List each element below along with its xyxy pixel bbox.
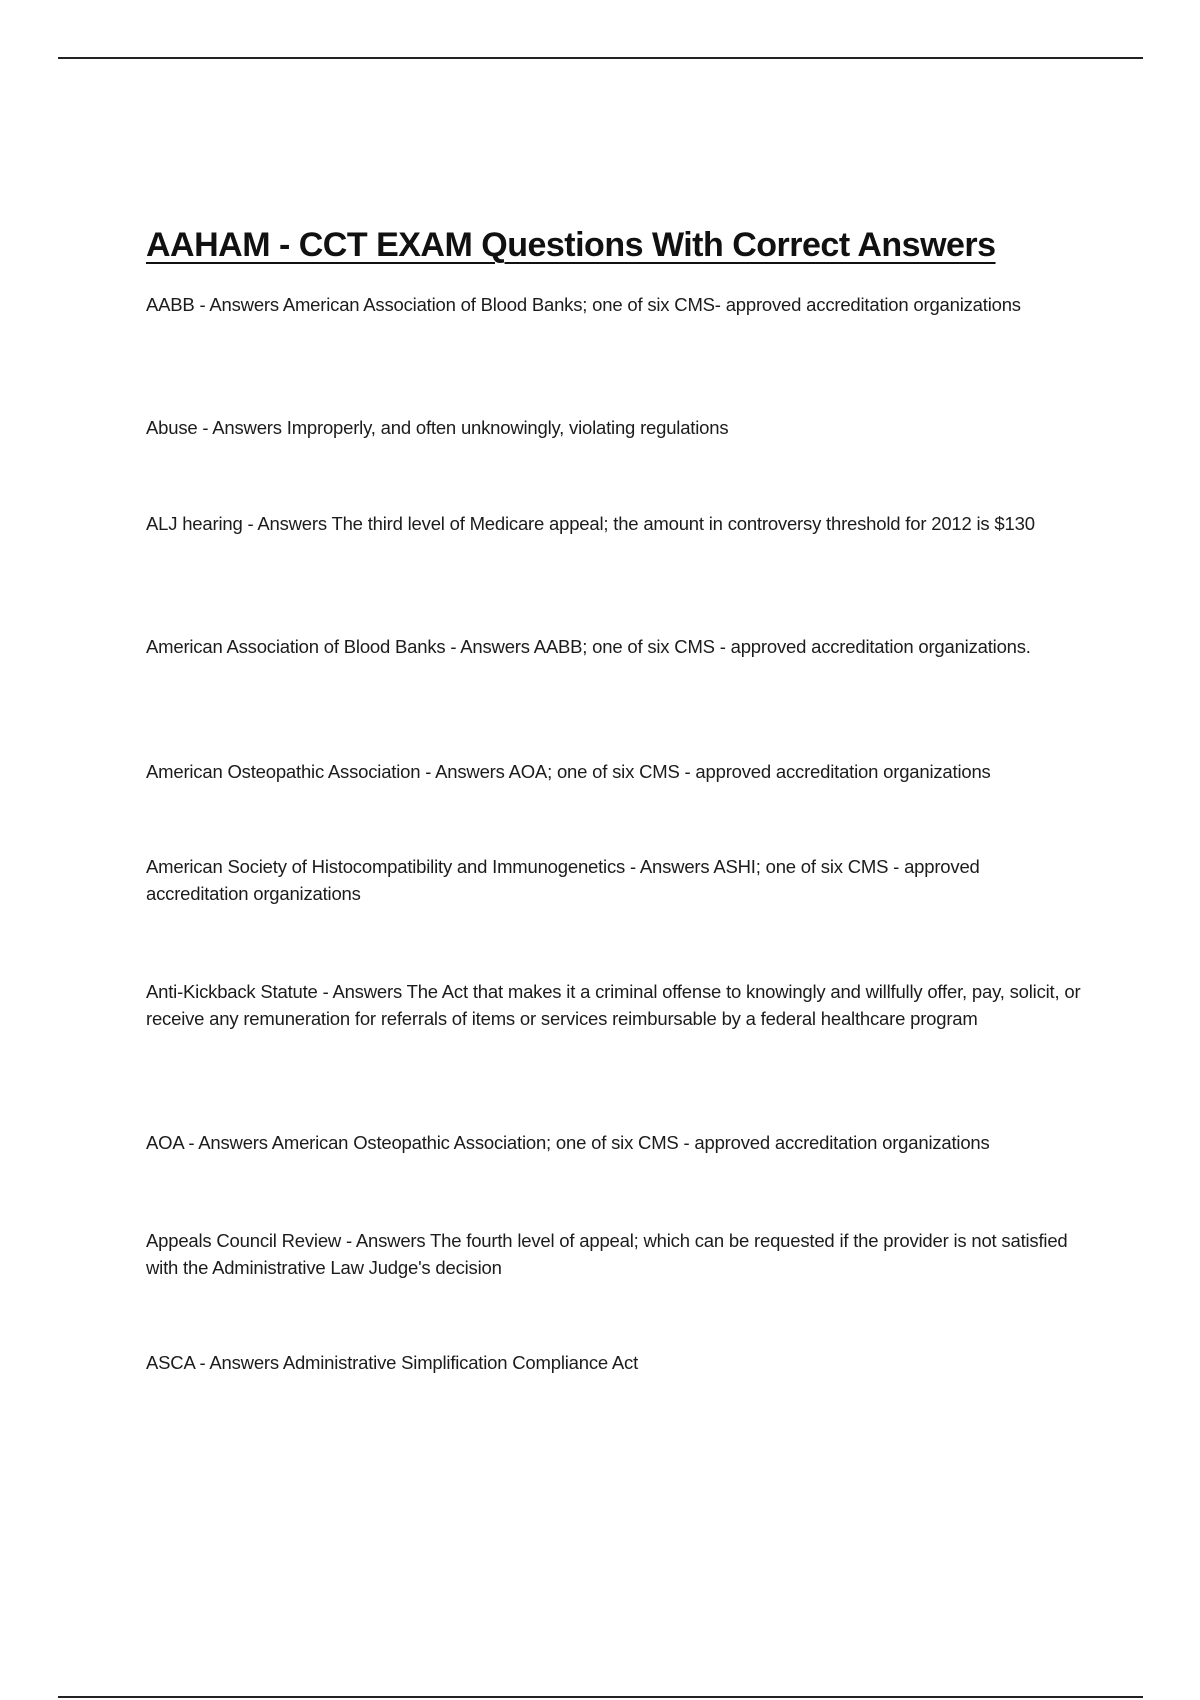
entry-american-association-of-blood-banks: American Association of Blood Banks - Answers AABB; one of six CMS - approved accreditation organizations. [146,636,1031,657]
entry-abuse: Abuse - Answers Improperly, and often unknowingly, violating regulations [146,417,729,438]
footer-rule [58,1696,1143,1698]
entry-anti-kickback-statute: Anti-Kickback Statute - Answers The Act that makes it a criminal offense to knowingly and willfully offer, pay, solicit, or receive any remuneration for referrals of items or services reimbursable by a federal healthcare program [146,981,1081,1029]
entry-aoa: AOA - Answers American Osteopathic Association; one of six CMS - approved accreditation organizations [146,1132,990,1153]
entry-asca: ASCA - Answers Administrative Simplification Compliance Act [146,1352,639,1373]
entry-american-society-of-histocompatibility: American Society of Histocompatibility and Immunogenetics - Answers ASHI; one of six CMS - approved accreditation organizations [146,856,980,904]
entry-appeals-council-review: Appeals Council Review - Answers The fourth level of appeal; which can be requested if the provider is not satisfied with the Administrative Law Judge's decision [146,1230,1068,1278]
entry-alj-hearing: ALJ hearing - Answers The third level of Medicare appeal; the amount in controversy threshold for 2012 is $130 [146,513,1035,534]
header-rule [58,57,1143,59]
entry-aabb: AABB - Answers American Association of Blood Banks; one of six CMS- approved accreditation organizations [146,294,1021,315]
entry-american-osteopathic-association: American Osteopathic Association - Answers AOA; one of six CMS - approved accreditation organizations [146,761,991,782]
page-title: AAHAM - CCT EXAM Questions With Correct Answers [146,226,996,264]
